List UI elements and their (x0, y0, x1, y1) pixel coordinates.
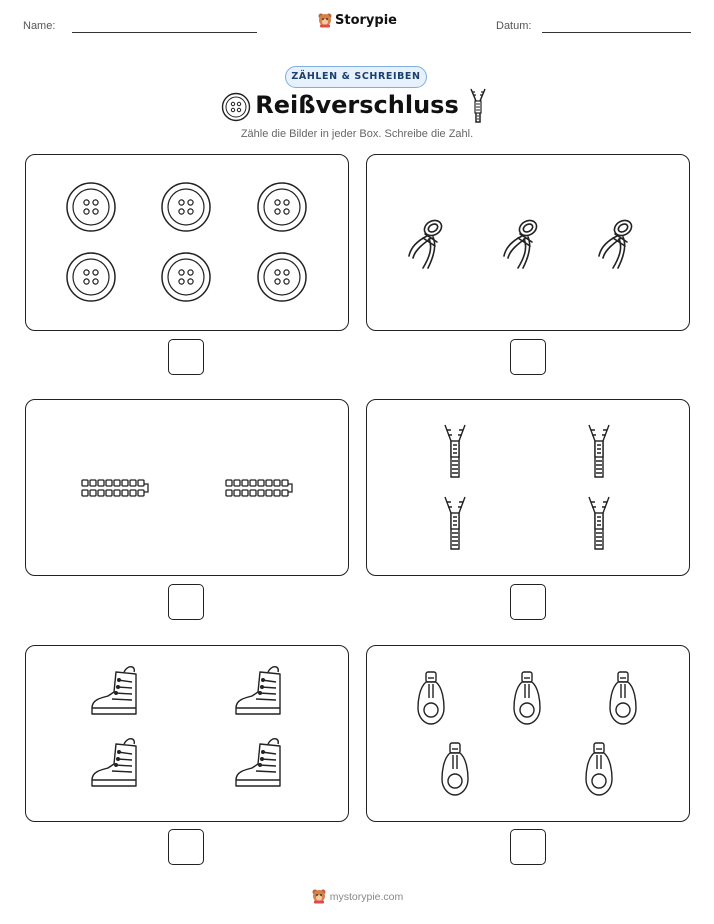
zipper-horizontal-group (26, 400, 347, 574)
brand-name: Storypie (335, 13, 397, 28)
button-icon (162, 183, 210, 231)
zipper-horizontal-icon (226, 480, 292, 496)
rope-knot-icon (599, 217, 634, 268)
zipper-pull-group (367, 646, 688, 820)
footer (0, 888, 714, 904)
boot-group (26, 646, 347, 820)
boot-icon (236, 739, 280, 786)
boot-icon (236, 667, 280, 714)
button-icon (258, 183, 306, 231)
zipper-icon (589, 425, 609, 477)
name-label: Name: (23, 20, 56, 32)
date-line[interactable] (542, 32, 691, 33)
button-group (26, 155, 347, 329)
zipper-icon (589, 497, 609, 549)
count-box-zipper-pulls (366, 645, 690, 822)
answer-box[interactable] (168, 829, 204, 865)
footer-url[interactable]: mystorypie.com (329, 891, 404, 903)
button-icon (258, 253, 306, 301)
zipper-pull-icon (586, 743, 612, 795)
zipper-icon (445, 425, 465, 477)
answer-box[interactable] (510, 584, 546, 620)
zipper-icon (445, 497, 465, 549)
button-icon (67, 253, 115, 301)
rope-knot-group (367, 155, 688, 329)
date-label: Datum: (496, 20, 532, 32)
boot-icon (92, 667, 136, 714)
storypie-logo-icon (317, 12, 333, 28)
instructions: Zähle die Bilder in jeder Box. Schreibe die Zahl. (240, 128, 474, 140)
page-title: Reißverschluss (255, 91, 459, 119)
rope-knot-icon (504, 217, 539, 268)
zipper-horizontal-icon (82, 480, 148, 496)
button-icon (162, 253, 210, 301)
storypie-logo-icon (311, 888, 327, 904)
count-box-rope-knots (366, 154, 690, 331)
rope-knot-icon (409, 217, 444, 268)
button-icon (67, 183, 115, 231)
zipper-pull-icon (514, 672, 540, 724)
brand (0, 12, 714, 28)
category-badge: ZÄHLEN & SCHREIBEN (285, 66, 427, 88)
answer-box[interactable] (510, 339, 546, 375)
answer-box[interactable] (168, 339, 204, 375)
zipper-pull-icon (442, 743, 468, 795)
zipper-group (367, 400, 688, 574)
answer-box[interactable] (168, 584, 204, 620)
answer-box[interactable] (510, 829, 546, 865)
name-line[interactable] (72, 32, 257, 33)
count-box-zippers (366, 399, 690, 576)
count-box-horizontal-zippers (25, 399, 349, 576)
zipper-pull-icon (610, 672, 636, 724)
boot-icon (92, 739, 136, 786)
count-box-boots (25, 645, 349, 822)
zipper-pull-icon (418, 672, 444, 724)
count-box-buttons (25, 154, 349, 331)
zipper-icon (467, 88, 489, 124)
